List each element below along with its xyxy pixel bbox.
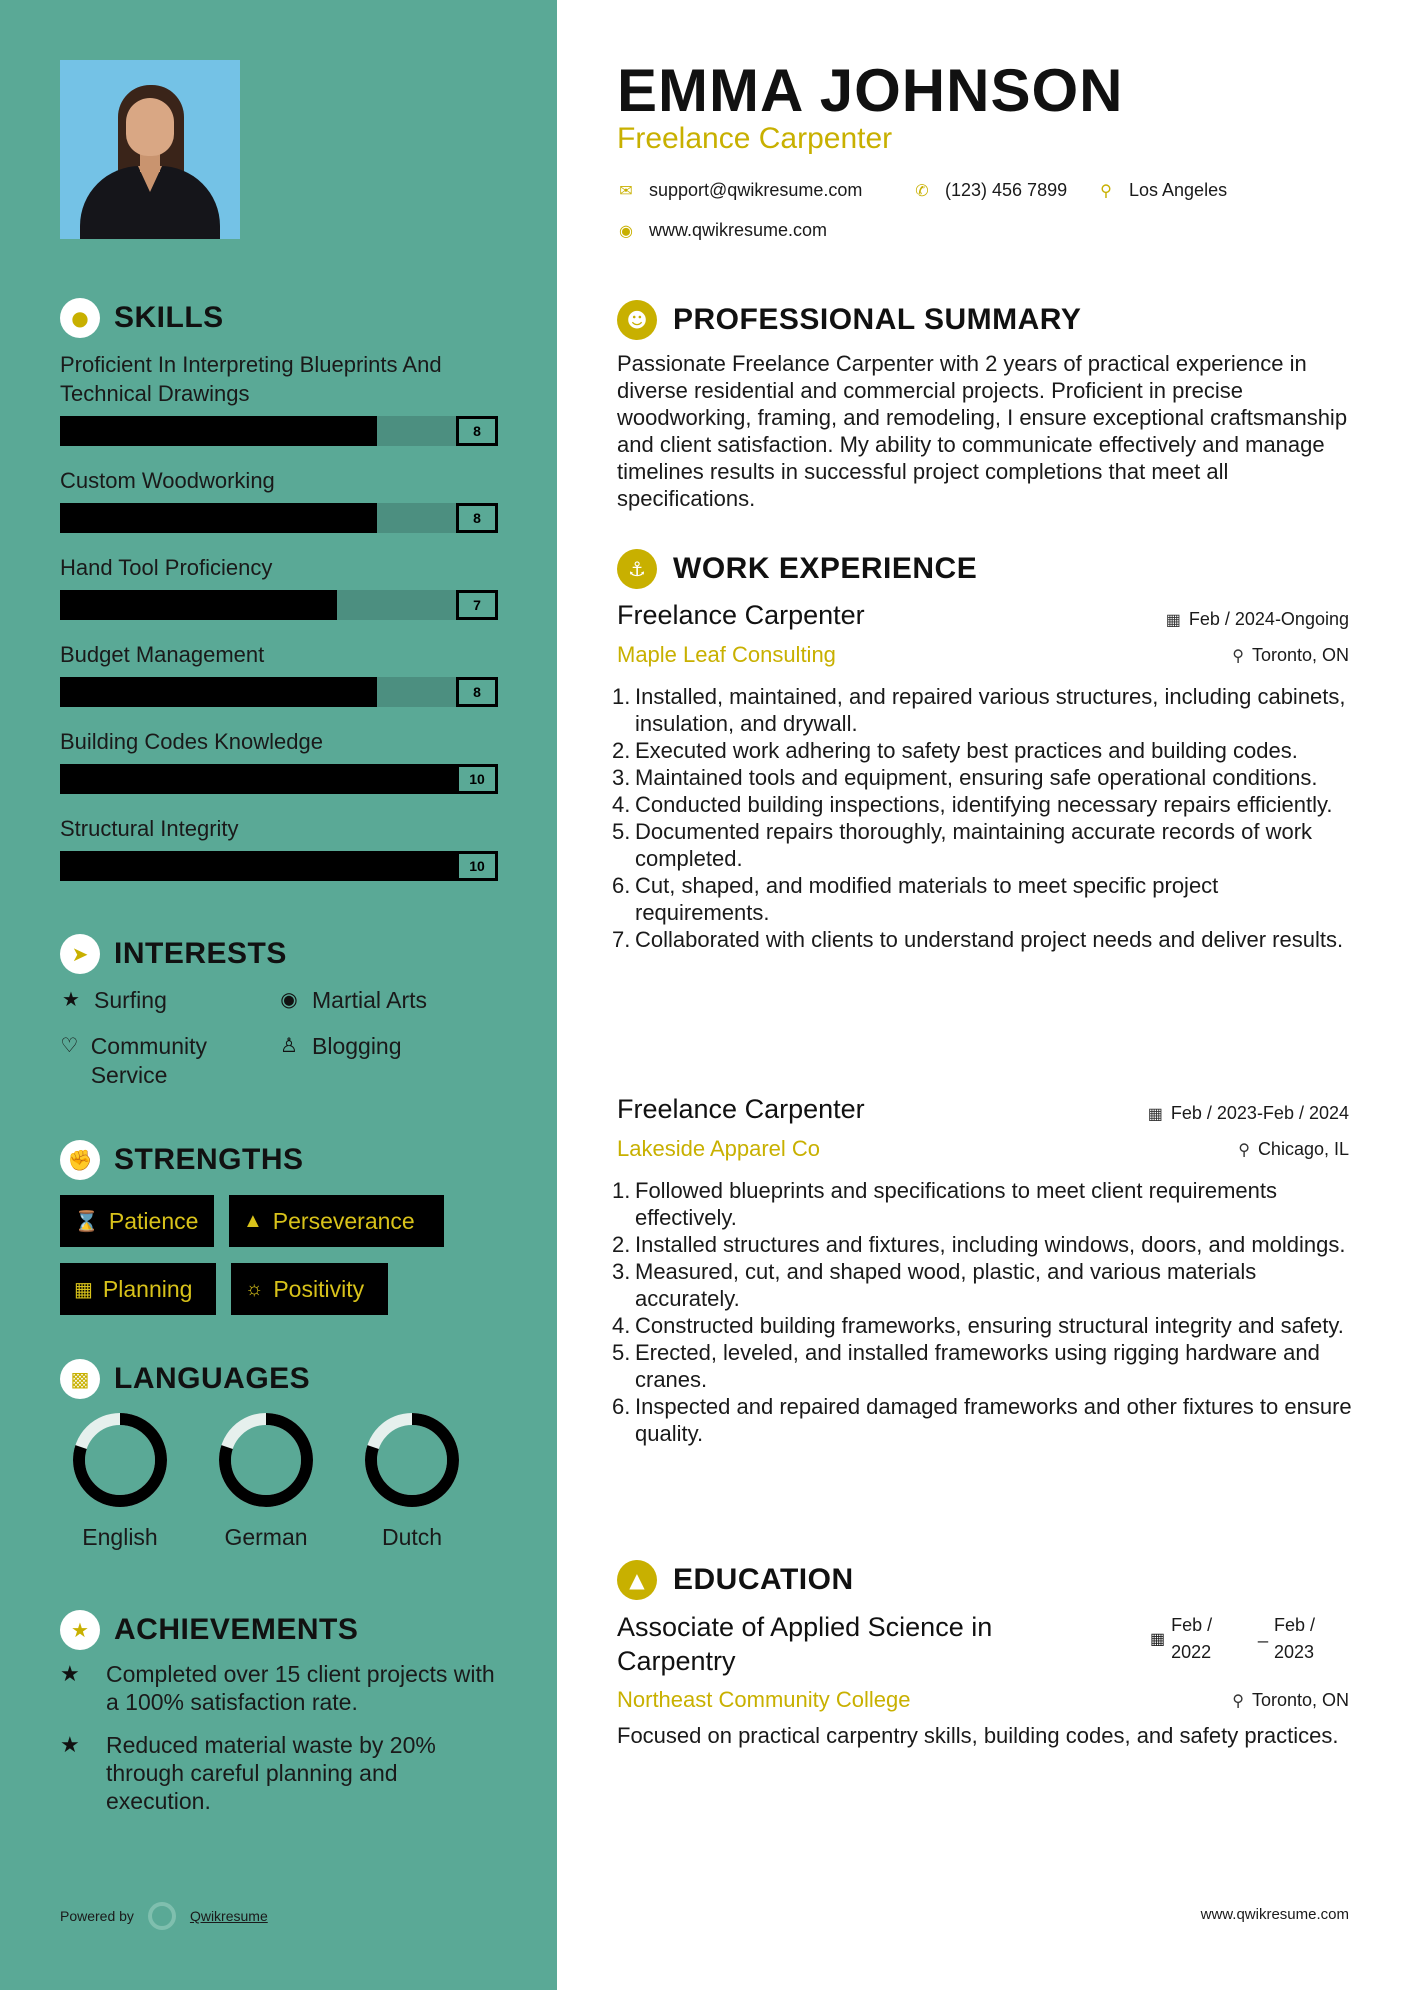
skill-item xyxy=(60,466,498,533)
job-title: Freelance Carpenter xyxy=(617,1094,865,1124)
pushpin-icon: ⚲ xyxy=(1232,1692,1244,1710)
star-icon: ★ xyxy=(60,1732,80,1757)
lightbulb-icon: ● xyxy=(60,298,100,338)
calendar-icon: ▦ xyxy=(74,1278,93,1301)
skills-heading: ● SKILLS xyxy=(60,298,224,338)
skill-bar xyxy=(60,851,498,881)
list-item: 5. Erected, leveled, and installed frameworks using rigging hardware and cranes. xyxy=(612,1340,1320,1392)
candidate-name: EMMA JOHNSON xyxy=(617,57,1124,124)
skill-name: Custom Woodworking xyxy=(60,468,275,493)
strength-chip: ▦ Planning xyxy=(60,1263,216,1315)
language-name: German xyxy=(224,1524,308,1550)
globe-icon: ◉ xyxy=(280,989,298,1011)
achievement-item: ★ Reduced material waste by 20% through careful planning and execution. xyxy=(60,1732,436,1814)
contact-phone: ✆ (123) 456 7899 xyxy=(913,180,1067,201)
interest-item: ♙ Blogging xyxy=(278,1032,498,1061)
skill-bar xyxy=(60,764,498,794)
star-icon: ★ xyxy=(60,1661,80,1686)
list-item: 6. Inspected and repaired damaged frameworks and other fixtures to ensure quality. xyxy=(612,1394,1352,1446)
powered-by: Powered by Qwikresume xyxy=(60,1902,268,1930)
sun-icon: ☼ xyxy=(245,1277,264,1300)
pushpin-icon: ⚲ xyxy=(1238,1141,1250,1159)
list-item: 4. Conducted building inspections, identifying necessary repairs efficiently. xyxy=(612,792,1333,817)
list-item: 2. Executed work adhering to safety best practices and building codes. xyxy=(612,738,1298,763)
map-pin-icon: ⚲ xyxy=(1100,182,1112,200)
list-item: 5. Documented repairs thoroughly, maintaining accurate records of work completed. xyxy=(612,819,1313,871)
job-date: ▦ Feb / 2024-Ongoing xyxy=(1165,609,1349,629)
calendar-icon: ▦ xyxy=(1150,1631,1166,1648)
strengths-heading: ✊ STRENGTHS xyxy=(60,1140,304,1180)
skill-bar xyxy=(60,590,498,620)
degree-title: Associate of Applied Science in Carpentry xyxy=(617,1612,993,1676)
medal-icon: ★ xyxy=(60,1610,100,1650)
language-name: Dutch xyxy=(381,1524,443,1550)
envelope-icon: ✉ xyxy=(619,182,633,200)
achievements-heading: ★ ACHIEVEMENTS xyxy=(60,1610,358,1650)
summary-text: Passionate Freelance Carpenter with 2 years of practical experience in diverse residential and commercial projects. Proficient in precise woodworking, framing, and remodeling, I ensure exceptional craftsmanship and client satisfaction. My ability to communicate effectively and manage timelines results in successful project completions that meet all specifications. xyxy=(617,351,1348,511)
strength-chip: ⌛ Patience xyxy=(60,1195,214,1247)
language-gauge xyxy=(72,1412,168,1508)
strength-chip: ☼ Positivity xyxy=(231,1263,388,1315)
job-company: Lakeside Apparel Co xyxy=(617,1136,821,1161)
chair-icon: ⚓ xyxy=(617,549,657,589)
skill-level: 8 xyxy=(456,416,498,446)
heart-icon: ♡ xyxy=(60,1035,79,1057)
contact-location: ⚲ Los Angeles xyxy=(1097,180,1227,201)
profile-photo xyxy=(60,60,240,239)
contact-email[interactable]: ✉ support@qwikresume.com xyxy=(617,180,862,201)
interest-item: ★ Surfing xyxy=(60,986,260,1015)
list-item: 1. Followed blueprints and specifications to meet client requirements effectively. xyxy=(612,1178,1277,1230)
skill-level: 10 xyxy=(456,764,498,794)
education-description: Focused on practical carpentry skills, building codes, and safety practices. xyxy=(617,1723,1339,1748)
job-location: ⚲ Toronto, ON xyxy=(1232,645,1349,665)
users-icon: ♙ xyxy=(280,1035,298,1057)
job-title: Freelance Carpenter xyxy=(617,600,865,630)
interest-item: ♡ Community Service xyxy=(60,1033,207,1088)
skill-name: Building Codes Knowledge xyxy=(60,729,323,754)
phone-icon: ✆ xyxy=(915,182,929,200)
skill-bar xyxy=(60,416,498,446)
language-item xyxy=(201,1412,331,1551)
list-item: 2. Installed structures and fixtures, including windows, doors, and moldings. xyxy=(612,1232,1346,1257)
job-duties xyxy=(612,683,1352,953)
job-location: ⚲ Chicago, IL xyxy=(1238,1139,1349,1159)
job-duties xyxy=(612,1177,1352,1447)
skill-item xyxy=(60,727,498,794)
candidate-role: Freelance Carpenter xyxy=(617,122,893,155)
skill-level: 10 xyxy=(456,851,498,881)
education-location: ⚲ Toronto, ON xyxy=(1232,1690,1349,1710)
footer-url[interactable]: www.qwikresume.com xyxy=(1200,1906,1349,1923)
list-item: 6. Cut, shaped, and modified materials to meet specific project requirements. xyxy=(612,873,1219,925)
warning-icon: ▲ xyxy=(243,1209,263,1232)
interests-heading: ➤ INTERESTS xyxy=(60,934,287,974)
achievement-item: ★ Completed over 15 client projects with a 100% satisfaction rate. xyxy=(60,1661,495,1715)
skill-name: Structural Integrity xyxy=(60,816,239,841)
skill-item xyxy=(60,814,498,881)
skill-bar xyxy=(60,677,498,707)
skill-level: 8 xyxy=(456,677,498,707)
star-icon: ★ xyxy=(62,989,80,1011)
qwikresume-link[interactable]: Qwikresume xyxy=(189,1908,268,1924)
sidebar xyxy=(0,0,557,1990)
language-item xyxy=(347,1412,477,1551)
skill-name: Hand Tool Proficiency xyxy=(60,555,273,580)
summary-heading: ☻ PROFESSIONAL SUMMARY xyxy=(617,300,1081,340)
fist-icon: ✊ xyxy=(60,1140,100,1180)
job-date: ▦ Feb / 2023-Feb / 2024 xyxy=(1147,1103,1349,1123)
experience-heading: ⚓ WORK EXPERIENCE xyxy=(617,549,977,589)
skill-item xyxy=(60,553,498,620)
interest-item: ◉ Martial Arts xyxy=(278,986,498,1015)
globe-icon: ◉ xyxy=(619,222,633,240)
strength-chip: ▲ Perseverance xyxy=(229,1195,444,1247)
language-gauge xyxy=(218,1412,314,1508)
skill-level: 8 xyxy=(456,503,498,533)
calendar-icon: ▦ xyxy=(1147,1105,1163,1123)
language-name: English xyxy=(82,1524,158,1550)
list-item: 3. Measured, cut, and shaped wood, plastic, and various materials accurately. xyxy=(612,1259,1257,1311)
language-icon: ▩ xyxy=(60,1359,100,1399)
contact-website[interactable]: ◉ www.qwikresume.com xyxy=(617,220,827,241)
school-name: Northeast Community College xyxy=(617,1687,911,1712)
hourglass-icon: ⌛ xyxy=(74,1210,99,1233)
skill-item xyxy=(60,350,498,446)
qwikresume-logo-icon xyxy=(148,1902,176,1930)
education-heading: ▲ EDUCATION xyxy=(617,1560,854,1600)
paper-plane-icon: ➤ xyxy=(60,934,100,974)
list-item: 1. Installed, maintained, and repaired various structures, including cabinets, insulation, and drywall. xyxy=(612,684,1346,736)
list-item: 7. Collaborated with clients to understand project needs and deliver results. xyxy=(612,927,1344,952)
skill-item xyxy=(60,640,498,707)
list-item: 3. Maintained tools and equipment, ensuring safe operational conditions. xyxy=(612,765,1318,790)
graduation-cap-icon: ▲ xyxy=(617,1560,657,1600)
skill-bar xyxy=(60,503,498,533)
job-company: Maple Leaf Consulting xyxy=(617,642,836,667)
language-item xyxy=(55,1412,185,1551)
skill-name: Proficient In Interpreting Blueprints And Technical Drawings xyxy=(60,352,442,406)
calendar-icon: ▦ xyxy=(1165,611,1181,629)
education-start-date: ▦ Feb / 2022 xyxy=(1150,1612,1223,1666)
skill-name: Budget Management xyxy=(60,642,265,667)
user-icon: ☻ xyxy=(617,300,657,340)
list-item: 4. Constructed building frameworks, ensuring structural integrity and safety. xyxy=(612,1313,1344,1338)
pushpin-icon: ⚲ xyxy=(1232,647,1244,665)
education-end-date: _ Feb / 2023 xyxy=(1258,1615,1316,1662)
skill-level: 7 xyxy=(456,590,498,620)
language-gauge xyxy=(364,1412,460,1508)
languages-heading: ▩ LANGUAGES xyxy=(60,1359,310,1399)
